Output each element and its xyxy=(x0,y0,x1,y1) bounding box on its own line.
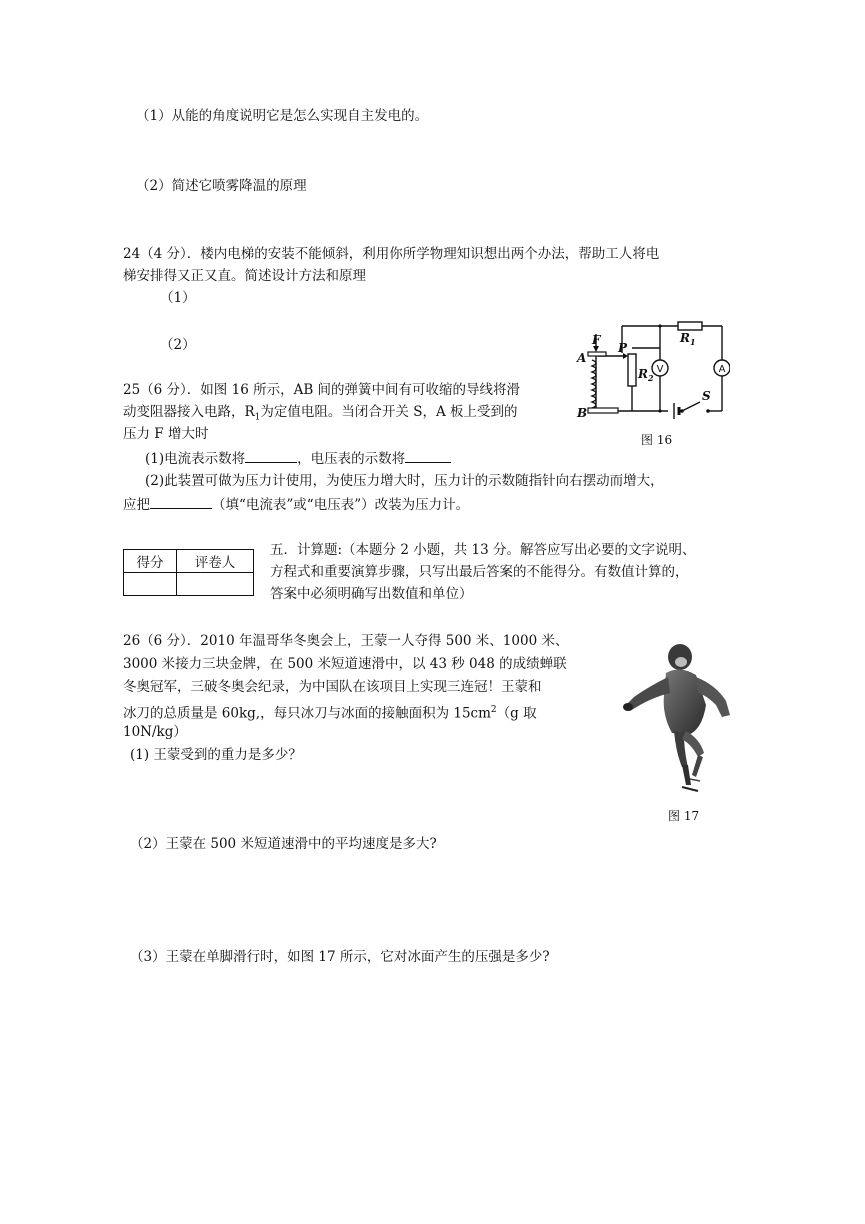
score-table xyxy=(123,549,254,596)
q24-answer2-label: （2） xyxy=(160,337,196,353)
plate-a xyxy=(588,352,606,356)
answer-blank[interactable] xyxy=(405,448,451,463)
label-b: B xyxy=(577,406,588,420)
figure-16-circuit xyxy=(570,316,730,426)
plate-b xyxy=(588,408,618,413)
q24-text-line1: 24（4 分）．楼内电梯的安装不能倾斜，利用你所学物理知识想出两个办法，帮助工人将电 xyxy=(123,246,660,262)
answer-blank[interactable] xyxy=(245,448,297,463)
q25-sub1: (1)电流表示数将 ，电压表的示数将 xyxy=(145,448,451,469)
q25-sub2-line1: (2)此装置可做为压力计使用，为使压力增大时，压力计的示数随指针向右摆动而增大， xyxy=(145,473,664,489)
label-s: S xyxy=(702,389,711,403)
q25-sub2-line2: 应把 （填“电流表”或“电压表”）改装为压力计。 xyxy=(123,494,469,515)
label-a: A xyxy=(577,351,587,365)
q25-text-line3: 压力 F 增大时 xyxy=(123,426,209,442)
rheostat-r2 xyxy=(628,354,636,386)
label-r2: $R_2$ xyxy=(638,367,654,383)
q26-text-line3: 冬奥冠军，三破冬奥会纪录，为中国队在该项目上实现三连冠！王蒙和 xyxy=(123,679,542,695)
figure-16-caption: 图 16 xyxy=(641,433,673,447)
figure-17-caption: 图 17 xyxy=(668,809,700,823)
grader-cell[interactable] xyxy=(177,573,254,596)
label-p: P xyxy=(618,341,628,355)
answer-blank[interactable] xyxy=(150,494,212,509)
score-cell[interactable] xyxy=(124,573,177,596)
q26-text-line4: 冰刀的总质量是 60kg,，每只冰刀与冰面的接触面积为 $15cm^2(g$ 取 xyxy=(123,705,537,722)
figure-17-skater-photo xyxy=(618,635,738,805)
section5-line3: 答案中必须明确写出数值和单位） xyxy=(270,586,473,602)
q26-text-line2: 3000 米接力三块金牌，在 500 米短道速滑中，以 43 秒 048 的成绩蝉联 xyxy=(123,656,567,672)
q26-text-line5: 10N/kg） xyxy=(123,724,187,740)
section5-line2: 方程式和重要演算步骤，只写出最后答案的不能得分。有数值计算的， xyxy=(270,564,689,580)
q26-part3: （3）王蒙在单脚滑行时，如图 17 所示，它对冰面产生的压强是多少? xyxy=(130,949,550,965)
label-f: F xyxy=(592,333,601,347)
q24-answer1-label: （1） xyxy=(160,290,196,306)
score-label: 得分 xyxy=(124,550,177,573)
q25-text-line2: 动变阻器接入电路，$R_1$为定值电阻。当闭合开关 S，A 板上受到的 xyxy=(123,404,518,423)
grader-label: 评卷人 xyxy=(177,550,254,573)
section5-line1: 五．计算题:（本题分 2 小题，共 13 分。解答应写出必要的文字说明、 xyxy=(270,542,696,558)
q24-text-line2: 梯安排得又正又直。简述设计方法和原理 xyxy=(123,268,366,284)
q26-part2: （2）王蒙在 500 米短道速滑中的平均速度是多大? xyxy=(130,836,437,852)
voltmeter-label: V xyxy=(656,364,664,375)
q26-text-line1: 26（6 分）．2010 年温哥华冬奥会上，王蒙一人夺得 500 米、1000 米、 xyxy=(123,633,569,649)
q23-part2: （2）简述它喷雾降温的原理 xyxy=(136,178,307,194)
ammeter-label: A xyxy=(718,364,726,375)
q23-part1: （1）从能的角度说明它是怎么实现自主发电的。 xyxy=(136,108,429,124)
q26-part1: (1) 王蒙受到的重力是多少？ xyxy=(130,747,302,763)
label-r1: $R_1$ xyxy=(680,331,696,347)
q25-text-line1: 25（6 分）．如图 16 所示，AB 间的弹簧中间有可收缩的导线将滑 xyxy=(123,382,521,398)
resistor-r1 xyxy=(678,322,702,330)
